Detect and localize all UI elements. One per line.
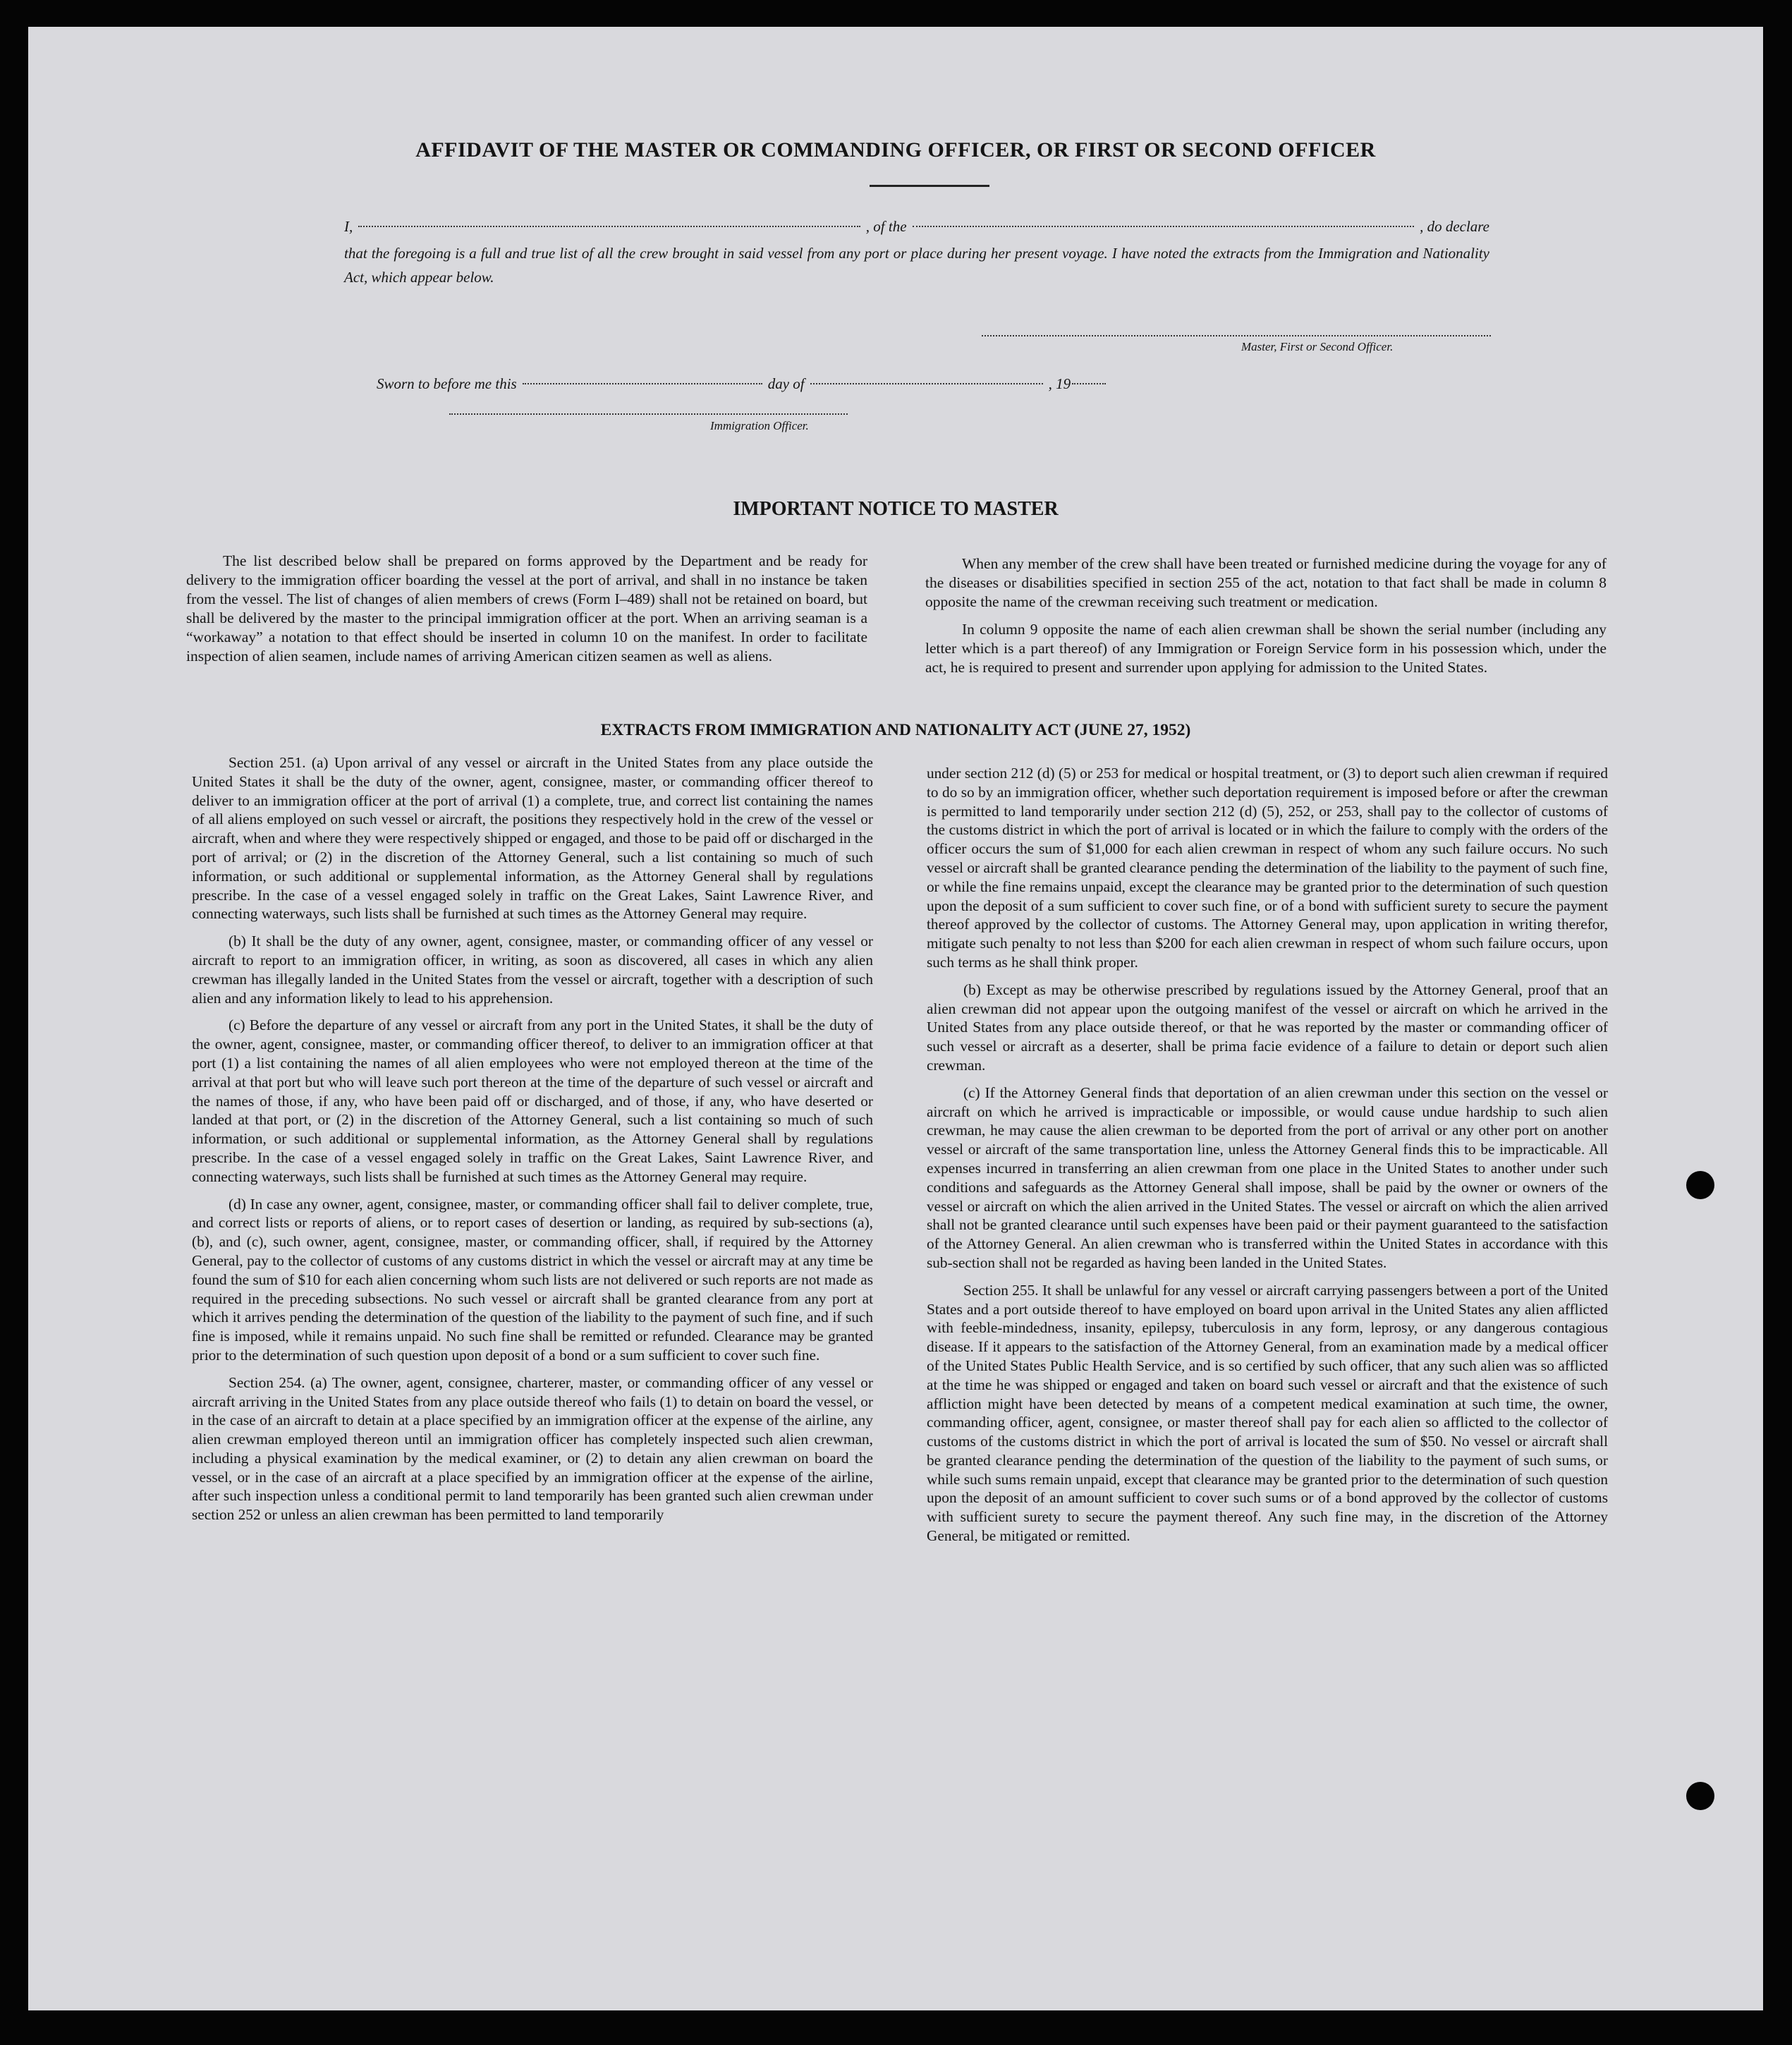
title-underline xyxy=(870,185,989,187)
year-prefix: , 19 xyxy=(1048,375,1071,392)
section-254-b: (b) Except as may be otherwise prescribed by regulations issued by the Attorney General, proof that an alien crewman did not appear upon the outgoing manifest of the vessel or aircraft on which he arrived in the United States from any place outside thereof, or that he was reported by the master or commanding officer of such vessel or aircraft as a deserter, shall be prima facie evidence of a failure to detain or deport such alien crewman. xyxy=(927,981,1608,1074)
punch-hole-lower xyxy=(1686,1782,1714,1810)
sworn-before-label: Sworn to before me this xyxy=(377,375,517,392)
section-254-a: Section 254. (a) The owner, agent, consignee, charterer, master, or commanding officer of any vessel or aircraft arriving in the United States from any place outside thereof who fails (1) to detain on board the vessel, or in the case of an aircraft to detain at a place specified by an immigration officer at the expense of the airline, any alien crewman employed thereon until an immigration officer has completely inspected such alien crewman, including a physical examination by the medical examiner, or (2) to detain any alien crewman on board the vessel, or in the case of an aircraft at a place specified by an immigration officer at the expense of the airline, after such inspection unless a conditional permit to land temporarily has been granted such alien crewman under section 252 or unless an alien crewman has been permitted to land temporarily xyxy=(192,1373,873,1524)
immigration-officer-line[interactable] xyxy=(449,413,848,415)
section-254-a-continued: under section 212 (d) (5) or 253 for medical or hospital treatment, or (3) to deport such alien crewman if required to do so by an immigration officer, whether such deportation requirement is imposed before or after the crewman is permitted to land temporarily under section 212 (d) (5), 252, or 253, shall pay to the collector of customs of the customs district in which the port of arrival is located or in which the failure to comply with the orders of the officer occurs the sum of $1,000 for each alien crewman in respect of whom any such failure occurs. No such vessel or aircraft shall be granted clearance pending the determination of the liability to the payment of such fine, or while the fine remains unpaid, except the clearance may be granted prior to the determination of such question upon the deposit of a sum sufficient to cover such fine, or of a bond with sufficient surety to secure the payment thereof approved by the collector of customs. The Attorney General may, upon application in writing therefor, mitigate such penalty to not less than $200 for each alien crewman in respect of whom such failure occurs, upon such terms as he shall think proper. xyxy=(927,765,1608,971)
vessel-blank[interactable] xyxy=(913,226,1415,227)
extracts-left-column xyxy=(192,753,873,1524)
declaration-block xyxy=(344,214,1489,289)
declaration-statement: that the foregoing is a full and true list of all the crew brought in said vessel from any port or place during her present voyage. I have noted the extracts from the Immigration and Nationality Act, which appear below. xyxy=(344,245,1489,286)
notice-left-column xyxy=(186,552,867,665)
notice-heading: IMPORTANT NOTICE TO MASTER xyxy=(733,498,1059,520)
section-255: Section 255. It shall be unlawful for any vessel or aircraft carrying passengers between a port of the United States and a port outside thereof to have employed on board upon arrival in the United States any alien afflicted with feeble-mindedness, insanity, epilepsy, tuberculosis in any form, leprosy, or any dangerous contagious disease. If it appears to the satisfaction of the Attorney General, from an examination made by a medical officer of the United States Public Health Service, and is so certified by such officer, that any such alien was so afflicted at the time he was shipped or engaged and taken on board such vessel or aircraft and that the existence of such affliction might have been detected by means of a competent medical examination at such time, the owner, commanding officer, agent, consignee, or master thereof shall pay for each alien so afflicted to the collector of customs of the customs district in which the port of arrival is located the sum of $50. No vessel or aircraft shall be granted clearance pending the determination of the question of the liability to the payment of such sums, or while such sums remain unpaid, except that clearance may be granted prior to the determination of such question upon the deposit of an amount sufficient to cover such sums or of a bond approved by the collector of customs with sufficient surety to secure the payment thereof. Any such fine may, in the discretion of the Attorney General, be mitigated or remitted. xyxy=(927,1281,1608,1545)
section-254-c: (c) If the Attorney General finds that deportation of an alien crewman under this section on the vessel or aircraft on which he arrived is impracticable or impossible, or would cause undue hardship to such alien crewman, he may cause the alien crewman to be deported from the port of arrival or any other port on another vessel or aircraft of the same transportation line, unless the Attorney General finds this to be impracticable. All expenses incurred in transferring an alien crewman from one place in the United States to another under such conditions and safeguards as the Attorney General shall impose, shall be paid by the owner or owners of the vessel or aircraft on which the alien arrived in the United States. The vessel or aircraft on which the alien arrived shall not be granted clearance until such expenses have been paid or their payment guaranteed to the satisfaction of the Attorney General. An alien crewman who is transferred within the United States in accordance with this sub-section shall not be regarded as having been landed in the United States. xyxy=(927,1084,1608,1271)
i-prefix: I, xyxy=(344,218,353,235)
document-page xyxy=(28,27,1763,2010)
immigration-officer-label: Immigration Officer. xyxy=(710,419,809,432)
section-251-d: (d) In case any owner, agent, consignee, master, or commanding officer shall fail to deliver complete, true, and correct lists or reports of aliens, or to report cases of desertion or landing, as required by sub-sections (a), (b), and (c), such owner, agent, consignee, master, or commanding officer, shall, if required by the Attorney General, pay to the collector of customs of any customs district in which the vessel or aircraft may at any time be found the sum of $10 for each alien concerning whom such lists are not delivered or such reports are not made as required in the preceding subsections. No such vessel or aircraft shall be granted clearance from any port at which it arrives pending the determination of the question of the liability to the payment of such fine, and if such fine is imposed, while it remains unpaid. No such fine shall be remitted or refunded. Clearance may be granted prior to the determination of such question upon deposit of a bond or a sum sufficient to cover such fine. xyxy=(192,1195,873,1364)
sworn-year-blank[interactable] xyxy=(1072,383,1106,384)
sworn-day-blank[interactable] xyxy=(523,383,762,384)
notice-left-paragraph: The list described below shall be prepared on forms approved by the Department and be ready for delivery to the immigration officer boarding the vessel at the port of arrival, and shall in no instance be taken from the vessel. The list of changes of alien members of crews (Form I–489) shall not be retained on board, but shall be delivered by the master to the principal immigration officer at the port. When an arriving seaman is a “workaway” a notation to that effect should be inserted in column 10 on the manifest. In order to facilitate inspection of alien seamen, include names of arriving American citizen seamen as well as aliens. xyxy=(186,552,867,665)
of-the-label: , of the xyxy=(865,218,907,235)
sworn-month-blank[interactable] xyxy=(810,383,1043,384)
notice-right-paragraph-2: In column 9 opposite the name of each alien crewman shall be shown the serial number (including any letter which is a part thereof) of any Immigration or Foreign Service form in his possession which, under the act, he is required to present and surrender upon applying for admission to the United States. xyxy=(925,620,1607,676)
section-251-b: (b) It shall be the duty of any owner, agent, consignee, master, or commanding officer of any vessel or aircraft to report to an immigration officer, in writing, as soon as discovered, all cases in which any alien crewman has illegally landed in the United States from the vessel or aircraft, together with a description of such alien and any information likely to lead to his apprehension. xyxy=(192,933,873,1007)
master-signature-line[interactable] xyxy=(982,335,1491,336)
notice-right-paragraph-1: When any member of the crew shall have been treated or furnished medicine during the voyage for any of the diseases or disabilities specified in section 255 of the act, notation to that fact shall be made in column 8 opposite the name of the crewman receiving such treatment or medication. xyxy=(925,555,1607,610)
name-blank[interactable] xyxy=(358,226,860,227)
extracts-heading: EXTRACTS FROM IMMIGRATION AND NATIONALITY ACT (JUNE 27, 1952) xyxy=(600,721,1191,739)
punch-hole-upper xyxy=(1686,1171,1714,1199)
master-signature-label: Master, First or Second Officer. xyxy=(1241,340,1394,353)
do-declare-label: , do declare xyxy=(1420,218,1490,235)
sworn-row xyxy=(377,375,1223,393)
section-251-a: Section 251. (a) Upon arrival of any vessel or aircraft in the United States from any place outside the United States it shall be the duty of the owner, agent, consignee, master, or commanding officer thereof to deliver to an immigration officer at the port of arrival (1) a complete, true, and correct list containing the names of all aliens employed on such vessel or aircraft, the positions they respectively hold in the crew of the vessel or aircraft, when and where they were respectively shipped or engaged, and those to be paid off or discharged in the port of arrival; or (2) in the discretion of the Attorney General, such a list containing so much of such information, or such additional or supplemental information, as the Attorney General shall by regulations prescribe. In the case of a vessel engaged solely in traffic on the Great Lakes, Saint Lawrence River, and connecting waterways, such lists shall be furnished at such times as the Attorney General may require. xyxy=(192,754,873,923)
extracts-right-column xyxy=(927,764,1608,1546)
affidavit-title: AFFIDAVIT OF THE MASTER OR COMMANDING OFFICER, OR FIRST OR SECOND OFFICER xyxy=(415,138,1376,162)
day-of-label: day of xyxy=(767,375,805,392)
section-251-c: (c) Before the departure of any vessel or aircraft from any port in the United States, it shall be the duty of the owner, agent, consignee, master, or commanding officer thereof, to deliver to an immigration officer at that port (1) a list containing the names of all alien employees who were not employed thereon at the time of the arrival at that port but who will leave such port thereon at the time of the departure of such vessel or aircraft and the names of those, if any, who have been paid off or discharged, and of those, if any, who have deserted or landed at that port, or (2) in the discretion of the Attorney General, such a list containing so much of such information, or such additional or supplemental information, as the Attorney General shall by regulations prescribe. In the case of a vessel engaged solely in traffic on the Great Lakes, Saint Lawrence River, and connecting waterways, such lists shall be furnished at such times as the Attorney General may require. xyxy=(192,1017,873,1185)
notice-right-column xyxy=(925,554,1607,676)
